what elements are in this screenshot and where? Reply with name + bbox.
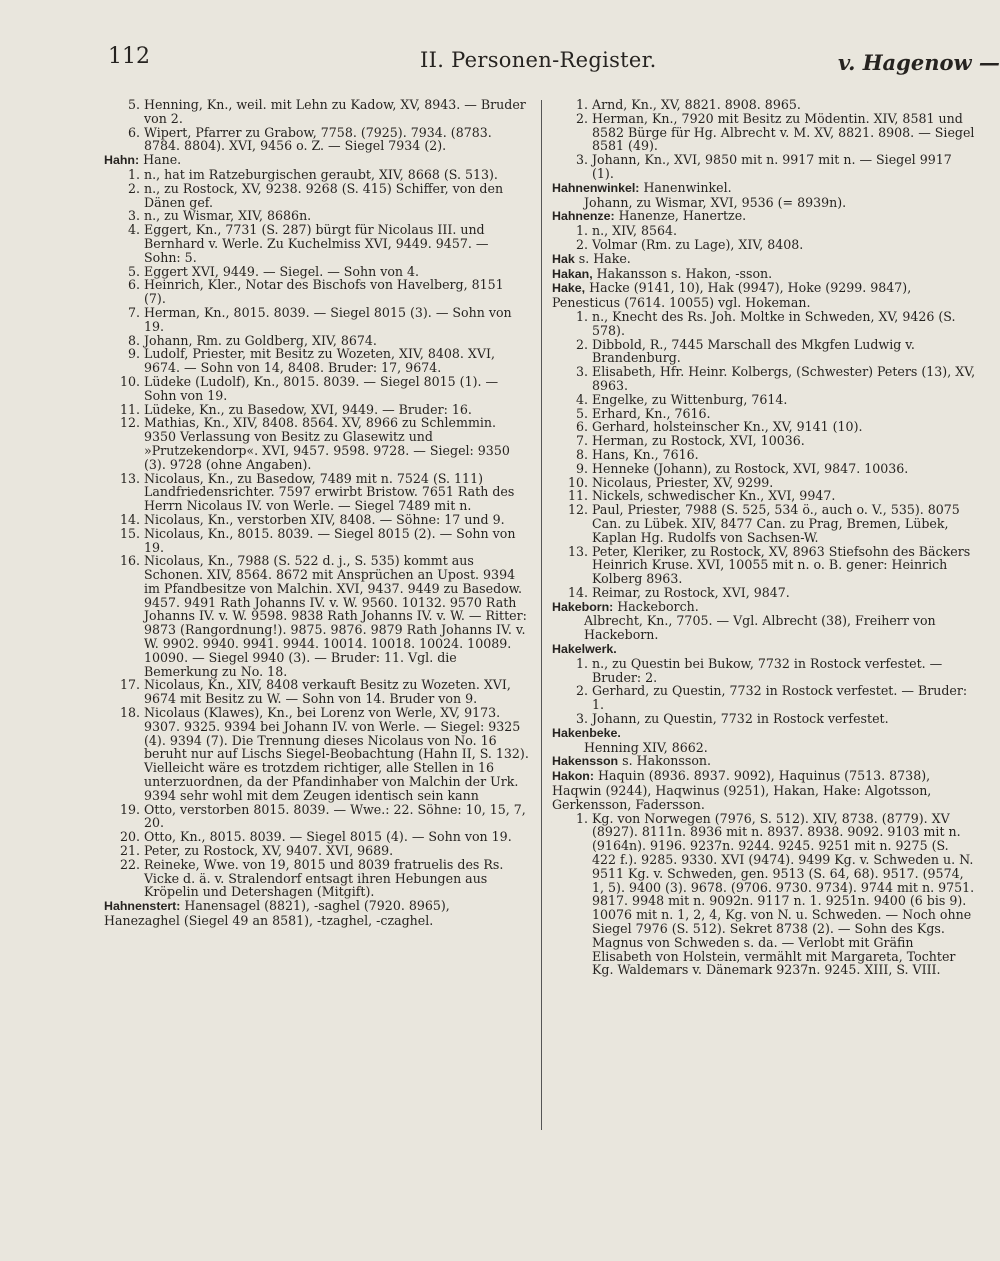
register-subentry (104, 858, 529, 899)
subentry-number: 7. (575, 433, 588, 449)
entry-headword: Hahnenze: (552, 209, 615, 224)
subentry-text: Paul, Priester, 7988 (S. 525, 534 ö., auch o. V., 535). 8075 Can. zu Lübek. XIV, 8477 Can. zu Prag, Bremen, Lübek, Kaplan Hg. Rudolfs von Sachsen-W. (592, 502, 960, 545)
register-subentry (104, 830, 529, 844)
subentry-number: 3. (575, 152, 588, 168)
register-subentry (104, 265, 529, 279)
subentry-text: n., zu Rostock, XV, 9238. 9268 (S. 415) Schiffer, von den Dänen gef. (144, 180, 504, 210)
subentry-number: 19. (119, 801, 140, 817)
subentry-text: Eggert, Kn., 7731 (S. 287) bürgt für Nicolaus III. und Bernhard v. Werle. Zu Kuchelmiss XVI, 9449. 9457. — Sohn: 5. (144, 222, 489, 265)
subentry-text: Kg. von Norwegen (7976, S. 512). XIV, 8738. (8779). XV (8927). 8111n. 8936 mit n. 8937. 8938. 9092. 9103 mit n. (9164n). 9196. 9237n. 9244. 9245. 9251 mit n. 9275 (S. 422 f.). 9285. 9330. XVI (9474). 9499 Kg. v. Schweden u. N. 9511 Kg. v. Schweden, gen. 9513 (S. 64, 68). 9517. (9574, 1, 5). 9400 (3). 9678. (9706. 9730. 9734). 9744 mit n. 9751. 9817. 9948 mit n. 9092n. 9117 n. 1. 9251n. 9400 (6 bis 9). 10076 mit n. 1, 2, 4, Kg. von N. u. Schweden. — Noch ohne Siegel 7976 (S. 512). Sekret 8738 (2). — Sohn des Kgs. Magnus von Schweden s. da. — Verlobt mit Gräfin Elisabeth von Holstein, vermählt mit Margareta, Tochter Kg. Waldemars v. Dänemark 9237n. 9245. XIII, S. VIII. (592, 810, 975, 978)
subentry-text: Hans, Kn., 7616. (592, 446, 699, 462)
subentry-text: Nicolaus (Klawes), Kn., bei Lorenz von Werle, XV, 9173. 9307. 9325. 9394 bei Johann IV. von Werle. — Siegel: 9325 (4). 9394 (7). Die Trennung dieses Nicolaus von No. 16 beruht nur auf Lischs Siegel-Beobachtung (Hahn II, S. 132). Vielleicht wäre es trotzdem richtiger, alle Stellen in 16 unterzuordnen, da der Pfandinhaber von Malchin der Urk. 9394 sehr wohl mit dem Zeugen identisch sein kann (144, 705, 529, 803)
page-header (0, 44, 1000, 84)
subentry-text: Nicolaus, Priester, XV, 9299. (592, 474, 774, 490)
subentry-number: 5. (127, 263, 140, 279)
entry-text: Haquin (8936. 8937. 9092), Haquinus (7513. 8738), Haqwin (9244), Haqwinus (9251), Hakan, Hake: Algotsson, Gerkensson, Fadersson. (552, 768, 932, 812)
register-subentry (104, 375, 529, 403)
subentry-text: Gerhard, zu Questin, 7732 in Rostock verfestet. — Bruder: 1. (592, 683, 968, 713)
register-subentry (552, 224, 976, 238)
subentry-text: Herman, zu Rostock, XVI, 10036. (592, 433, 805, 449)
entry-continuation (552, 196, 976, 210)
subentry-number: 11. (567, 488, 588, 504)
subentry-number: 1. (575, 810, 588, 826)
subentry-number: 4. (127, 222, 140, 238)
continuation-text: Johann, zu Wismar, XVI, 9536 (= 8939n). (584, 194, 847, 210)
register-subentry (552, 420, 976, 434)
subentry-text: Lüdeke, Kn., zu Basedow, XVI, 9449. — Bruder: 16. (144, 401, 472, 417)
subentry-number: 5. (127, 97, 140, 112)
subentry-text: Johann, Kn., XVI, 9850 mit n. 9917 mit n. — Siegel 9917 (1). (592, 152, 952, 181)
subentry-text: Erhard, Kn., 7616. (592, 405, 711, 421)
register-subentry (552, 448, 976, 462)
subentry-number: 3. (575, 711, 588, 727)
subentry-number: 17. (119, 677, 140, 693)
register-subentry (104, 306, 529, 334)
register-entry (552, 252, 976, 267)
entry-headword: Hak (552, 251, 575, 266)
register-subentry (104, 403, 529, 417)
register-subentry (104, 554, 529, 678)
subentry-number: 2. (575, 110, 588, 126)
subentry-text: Lüdeke (Ludolf), Kn., 8015. 8039. — Siegel 8015 (1). — Sohn von 19. (144, 373, 499, 403)
subentry-text: Otto, Kn., 8015. 8039. — Siegel 8015 (4). — Sohn von 19. (144, 829, 512, 845)
register-subentry (104, 416, 529, 471)
subentry-number: 4. (575, 391, 588, 407)
register-subentry (104, 706, 529, 803)
running-title: II. Personen-Register. (420, 48, 657, 72)
entry-text: Hane. (139, 152, 182, 168)
register-subentry (552, 462, 976, 476)
subentry-text: Eggert XVI, 9449. — Siegel. — Sohn von 4. (144, 263, 420, 279)
register-subentry (552, 586, 976, 600)
register-subentry (552, 153, 976, 181)
continuation-text: Albrecht, Kn., 7705. — Vgl. Albrecht (38), Freiherr von Hackeborn. (584, 613, 936, 643)
subentry-number: 14. (119, 511, 140, 527)
subentry-number: 1. (575, 308, 588, 324)
subentry-text: Henneke (Johann), zu Rostock, XVI, 9847. 10036. (592, 460, 909, 476)
subentry-number: 22. (119, 856, 140, 872)
register-subentry (104, 513, 529, 527)
subentry-text: Nickels, schwedischer Kn., XVI, 9947. (592, 488, 836, 504)
subentry-text: Nicolaus, Kn., XIV, 8408 verkauft Besitz zu Wozeten. XVI, 9674 mit Besitz zu W. — Sohn von 14. Bruder von 9. (144, 677, 511, 707)
subentry-text: Peter, Kleriker, zu Rostock, XV, 8963 Stiefsohn des Bäckers Heinrich Kruse. XVI, 10055 mit n. o. B. gener: Heinrich Kolberg 8963. (592, 543, 971, 587)
register-entry (552, 267, 976, 282)
subentry-number: 2. (575, 336, 588, 352)
subentry-text: n., zu Wismar, XIV, 8686n. (144, 208, 312, 224)
subentry-number: 9. (127, 346, 140, 362)
subentry-text: n., hat im Ratzeburgischen geraubt, XIV, 8668 (S. 513). (144, 166, 498, 182)
register-entry (552, 209, 976, 224)
entry-text: Hakansson s. Hakon, -sson. (592, 265, 773, 281)
subentry-text: Engelke, zu Wittenburg, 7614. (592, 391, 788, 407)
subentry-number: 21. (119, 843, 140, 859)
subentry-text: Mathias, Kn., XIV, 8408. 8564. XV, 8966 zu Schlemmin. 9350 Verlassung von Besitz zu Glasewitz und »Prutzekendorp«. XVI, 9457. 9598. 9728. — Siegel: 9350 (3). 9728 (ohne Angaben). (144, 415, 510, 472)
subentry-number: 7. (127, 304, 140, 320)
subentry-text: Reimar, zu Rostock, XVI, 9847. (592, 584, 790, 600)
entry-headword: Hakelwerk. (552, 642, 617, 657)
column-divider (541, 100, 542, 1130)
register-subentry (104, 223, 529, 264)
subentry-text: Arnd, Kn., XV, 8821. 8908. 8965. (592, 97, 801, 112)
register-subentry (104, 678, 529, 706)
register-subentry (552, 434, 976, 448)
entry-text: Hanensagel (8821), -saghel (7920. 8965), Hanezaghel (Siegel 49 an 8581), -tzaghel, -czaghel. (104, 898, 450, 929)
subentry-text: n., Knecht des Rs. Joh. Moltke in Schweden, XV, 9426 (S. 578). (592, 308, 956, 338)
subentry-number: 1. (575, 97, 588, 112)
subentry-number: 9. (575, 460, 588, 476)
register-subentry (104, 844, 529, 858)
subentry-number: 12. (119, 415, 140, 431)
register-entry (552, 769, 976, 811)
register-subentry (552, 489, 976, 503)
subentry-text: Herman, Kn., 8015. 8039. — Siegel 8015 (3). — Sohn von 19. (144, 304, 512, 334)
register-subentry (552, 812, 976, 978)
subentry-number: 11. (119, 401, 140, 417)
register-entry (104, 153, 529, 168)
subentry-number: 1. (127, 166, 140, 182)
subentry-text: Heinrich, Kler., Notar des Bischofs von Havelberg, 8151 (7). (144, 277, 504, 307)
register-subentry (552, 365, 976, 393)
subentry-text: Peter, zu Rostock, XV, 9407. XVI, 9689. (144, 843, 394, 859)
register-subentry (104, 472, 529, 513)
subentry-number: 15. (119, 525, 140, 541)
subentry-number: 16. (119, 553, 140, 569)
subentry-number: 10. (567, 474, 588, 490)
entry-text: Hacke (9141, 10), Hak (9947), Hoke (9299. 9847), Penesticus (7614. 10055) vgl. Hokeman. (552, 280, 912, 311)
subentry-number: 6. (127, 124, 140, 140)
subentry-number: 12. (567, 502, 588, 518)
subentry-text: Nicolaus, Kn., verstorben XIV, 8408. — Söhne: 17 und 9. (144, 511, 505, 527)
register-subentry (552, 712, 976, 726)
continuation-text: Henning XIV, 8662. (584, 739, 708, 755)
entry-headword: Hakon: (552, 769, 594, 784)
right-column (552, 98, 976, 977)
register-subentry (104, 126, 529, 154)
entry-text: s. Hake. (574, 250, 631, 266)
subentry-number: 3. (127, 208, 140, 224)
register-subentry (104, 803, 529, 831)
subentry-number: 14. (567, 584, 588, 600)
subentry-number: 13. (567, 543, 588, 559)
register-entry (552, 181, 976, 196)
register-subentry (104, 98, 529, 126)
entry-text: Hanenwinkel. (639, 179, 732, 195)
entry-headword: Hahnenstert: (104, 899, 181, 914)
register-subentry (552, 238, 976, 252)
page-number: 112 (108, 44, 150, 69)
subentry-text: Johann, zu Questin, 7732 in Rostock verfestet. (592, 711, 889, 727)
register-subentry (104, 334, 529, 348)
subentry-text: Henning, Kn., weil. mit Lehn zu Kadow, XV, 8943. — Bruder von 2. (144, 97, 526, 126)
subentry-text: Nicolaus, Kn., 8015. 8039. — Siegel 8015 (2). — Sohn von 19. (144, 525, 516, 555)
register-subentry (552, 310, 976, 338)
register-subentry (552, 657, 976, 685)
register-subentry (552, 393, 976, 407)
register-entry (552, 281, 976, 310)
register-subentry (552, 112, 976, 153)
subentry-text: Johann, Rm. zu Goldberg, XIV, 8674. (144, 332, 377, 348)
subentry-number: 10. (119, 373, 140, 389)
entry-continuation (552, 614, 976, 642)
subentry-text: Gerhard, holsteinscher Kn., XV, 9141 (10). (592, 419, 863, 435)
entry-headword: Hake, (552, 281, 586, 296)
register-subentry (104, 278, 529, 306)
subentry-text: Wipert, Pfarrer zu Grabow, 7758. (7925). 7934. (8783. 8784. 8804). XVI, 9456 o. Z. — Siegel 7934 (2). (144, 124, 492, 154)
entry-text: s. Hakonsson. (618, 753, 712, 769)
register-subentry (552, 684, 976, 712)
register-subentry (552, 476, 976, 490)
entry-headword: Hahn: (104, 153, 140, 168)
register-subentry (552, 338, 976, 366)
entry-text: Hackeborch. (613, 598, 699, 614)
subentry-number: 1. (575, 223, 588, 239)
entry-headword: Hahnenwinkel: (552, 180, 640, 195)
subentry-number: 2. (575, 683, 588, 699)
subentry-number: 2. (127, 180, 140, 196)
left-column (104, 98, 529, 928)
subentry-number: 8. (575, 446, 588, 462)
subentry-number: 3. (575, 364, 588, 380)
subentry-text: Otto, verstorben 8015. 8039. — Wwe.: 22. Söhne: 10, 15, 7, 20. (144, 801, 526, 831)
entry-text: Hanenze, Hanertze. (614, 208, 747, 224)
subentry-number: 13. (119, 470, 140, 486)
register-subentry (104, 209, 529, 223)
entry-continuation (552, 741, 976, 755)
register-entry (552, 642, 976, 657)
subentry-number: 8. (127, 332, 140, 348)
subentry-number: 2. (575, 236, 588, 252)
subentry-number: 6. (575, 419, 588, 435)
subentry-number: 20. (119, 829, 140, 845)
register-entry (552, 726, 976, 741)
subentry-text: Ludolf, Priester, mit Besitz zu Wozeten, XIV, 8408. XVI, 9674. — Sohn von 14, 8408. Bruder: 17, 9674. (144, 346, 495, 376)
register-entry (552, 600, 976, 615)
register-subentry (104, 527, 529, 555)
register-subentry (552, 503, 976, 544)
subentry-text: Nicolaus, Kn., 7988 (S. 522 d. j., S. 535) kommt aus Schonen. XIV, 8564. 8672 mit Ansprüchen an Upost. 9394 im Pfandbesitze von Malchin. XVI, 9437. 9449 zu Basedow. 9457. 9491 Rath Johanns IV. v. W. 9560. 10132. 9570 Rath Johanns IV. v. W. 9598. 9838 Rath Johanns IV. v. W. — Ritter: 9873 (Rangordnung!). 9875. 9876. 9879 Rath Johanns IV. v. W. 9902. 9940. 9941. 9944. 10014. 10018. 10024. 10089. 10090. — Siegel 9940 (3). — Bruder: 11. Vgl. die Bemerkung zu No. 18. (144, 553, 527, 679)
register-entry (552, 754, 976, 769)
entry-headword: Hakan, (552, 266, 593, 281)
subentry-text: Nicolaus, Kn., zu Basedow, 7489 mit n. 7524 (S. 111) Landfriedensrichter. 7597 erwirbt Bristow. 7651 Rath des Herrn Nicolaus IV. von Werle. — Siegel 7489 mit n. (144, 470, 515, 514)
entry-headword: Hakenbeke. (552, 725, 621, 740)
register-subentry (552, 98, 976, 112)
register-subentry (104, 347, 529, 375)
subentry-text: Herman, Kn., 7920 mit Besitz zu Mödentin. XIV, 8581 und 8582 Bürge für Hg. Albrecht v. M. XV, 8821. 8908. — Siegel 8581 (49). (592, 110, 975, 154)
subentry-number: 1. (575, 655, 588, 671)
subentry-text: Reineke, Wwe. von 19, 8015 und 8039 fratruelis des Rs. Vicke d. ä. v. Stralendorf entsagt ihren Hebungen aus Kröpelin und Detershagen (Mitgift). (144, 856, 504, 900)
subentry-number: 6. (127, 277, 140, 293)
register-entry (104, 899, 529, 928)
subentry-text: Elisabeth, Hfr. Heinr. Kolbergs, (Schwester) Peters (13), XV, 8963. (592, 364, 976, 393)
running-head: v. Hagenow — (838, 50, 1000, 75)
register-subentry (104, 168, 529, 182)
entry-headword: Hakensson (552, 754, 619, 769)
subentry-text: Volmar (Rm. zu Lage), XIV, 8408. (592, 236, 804, 252)
register-subentry (552, 407, 976, 421)
register-subentry (552, 545, 976, 586)
entry-headword: Hakeborn: (552, 599, 614, 614)
subentry-text: Dibbold, R., 7445 Marschall des Mkgfen Ludwig v. Brandenburg. (592, 336, 915, 366)
subentry-text: n., zu Questin bei Bukow, 7732 in Rostock verfestet. — Bruder: 2. (592, 655, 943, 685)
subentry-text: n., XIV, 8564. (592, 223, 678, 239)
register-subentry (104, 182, 529, 210)
subentry-number: 18. (119, 705, 140, 721)
subentry-number: 5. (575, 405, 588, 421)
